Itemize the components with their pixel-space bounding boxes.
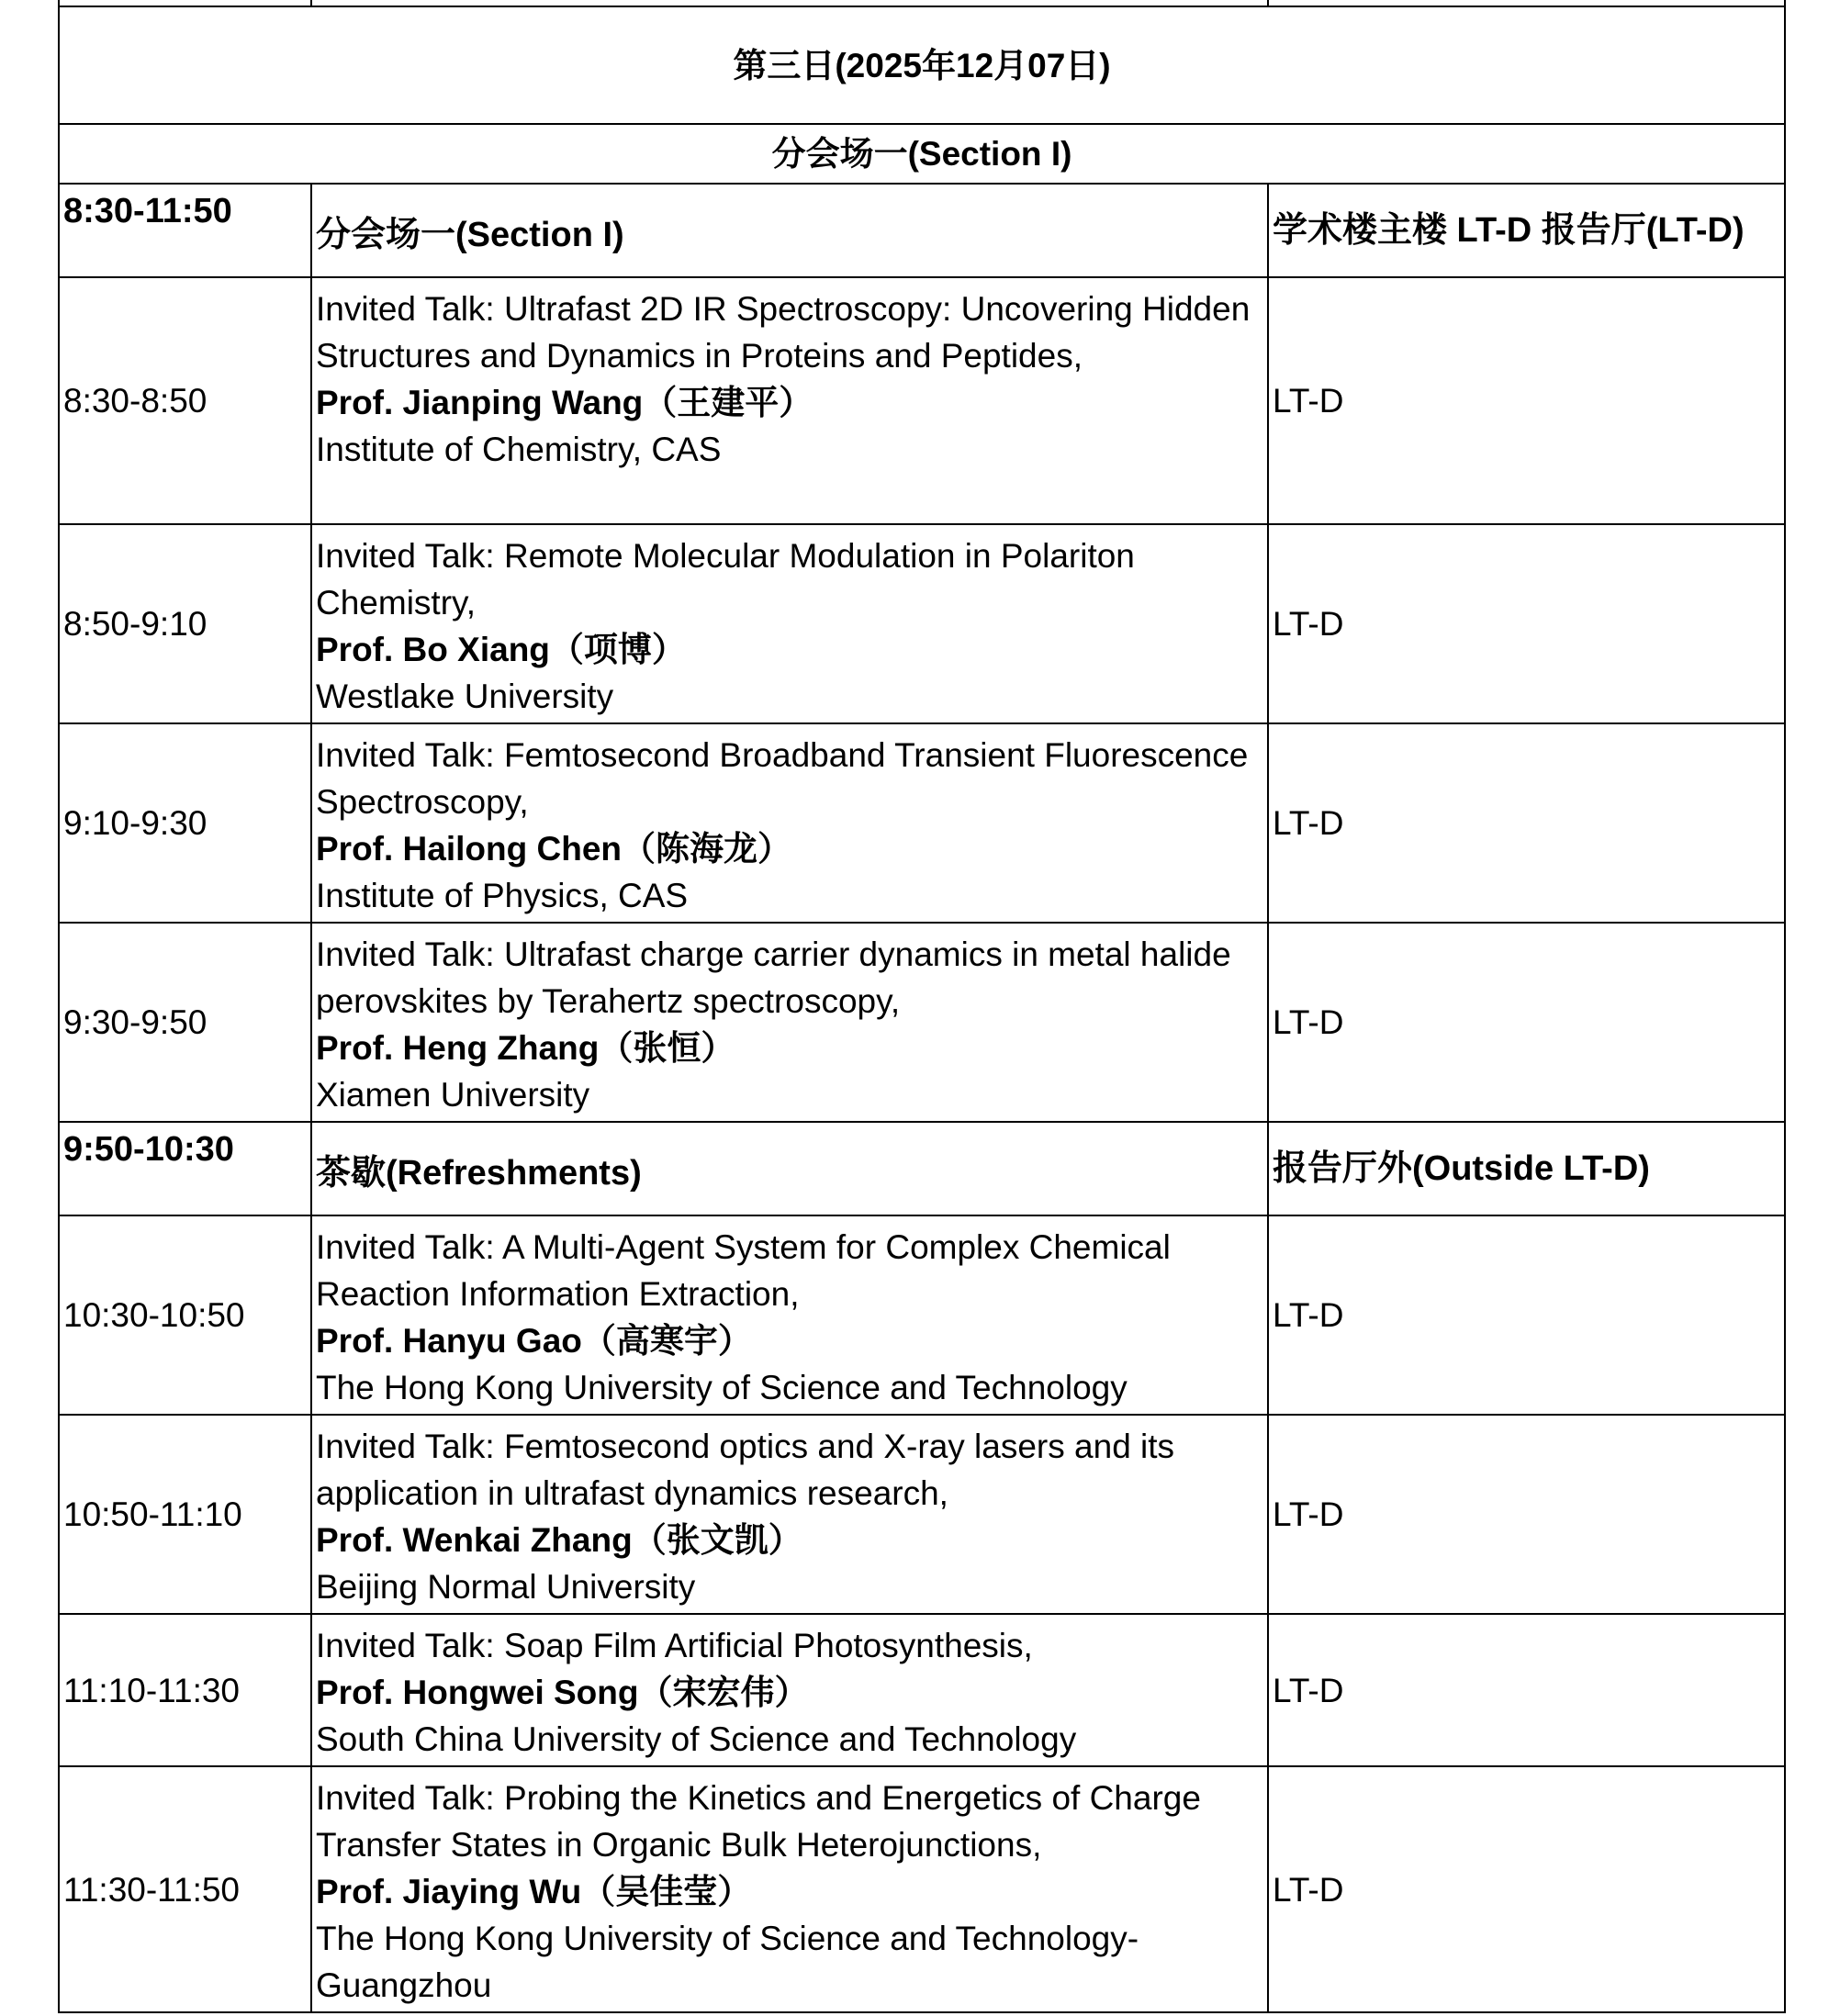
talk-title: Invited Talk: A Multi-Agent System for Complex Chemical Reaction Information Extraction, xyxy=(316,1228,1171,1313)
talk-speaker: Prof. Heng Zhang（张恒） xyxy=(316,1029,735,1067)
talk-room: LT-D xyxy=(1268,277,1785,524)
talk-affiliation: Westlake University xyxy=(316,678,614,715)
talk-room: LT-D xyxy=(1268,1415,1785,1614)
talk-title: Invited Talk: Femtosecond optics and X-ray lasers and its application in ultrafast dynamics research, xyxy=(316,1428,1175,1512)
talk-speaker: Prof. Wenkai Zhang（张文凯） xyxy=(316,1521,802,1559)
talk-time: 9:30-9:50 xyxy=(59,923,311,1122)
talk-time: 10:50-11:10 xyxy=(59,1415,311,1614)
talk-time: 9:10-9:30 xyxy=(59,723,311,923)
talk-speaker: Prof. Hanyu Gao（高寒宇） xyxy=(316,1322,752,1360)
section-header: 分会场一(Section I) xyxy=(59,124,1785,184)
section-header-row xyxy=(59,124,1785,184)
talk-row xyxy=(59,723,1785,923)
talk-room: LT-D xyxy=(1268,524,1785,723)
talk-info xyxy=(311,1614,1268,1766)
talk-speaker: Prof. Bo Xiang（项博） xyxy=(316,631,686,668)
talk-room: LT-D xyxy=(1268,1766,1785,2012)
talk-speaker: Prof. Hongwei Song（宋宏伟） xyxy=(316,1674,809,1711)
talk-title: Invited Talk: Femtosecond Broadband Transient Fluorescence Spectroscopy, xyxy=(316,736,1249,821)
talk-info xyxy=(311,277,1268,524)
talk-time: 8:30-8:50 xyxy=(59,277,311,524)
talk-row xyxy=(59,277,1785,524)
talk-info xyxy=(311,1766,1268,2012)
talk-title: Invited Talk: Ultrafast 2D IR Spectroscopy: Uncovering Hidden Structures and Dynamics in Proteins and Peptides, xyxy=(316,290,1251,375)
talk-row xyxy=(59,1614,1785,1766)
talk-info xyxy=(311,723,1268,923)
talk-title: Invited Talk: Remote Molecular Modulation in Polariton Chemistry, xyxy=(316,537,1135,622)
talk-info xyxy=(311,524,1268,723)
talk-row xyxy=(59,923,1785,1122)
talk-row xyxy=(59,1766,1785,2012)
table-row-previous-tail xyxy=(59,0,1785,6)
talk-affiliation: Xiamen University xyxy=(316,1076,590,1114)
talk-info xyxy=(311,1415,1268,1614)
session-venue: 学术楼主楼 LT-D 报告厅(LT-D) xyxy=(1268,184,1785,277)
talk-affiliation: Institute of Chemistry, CAS xyxy=(316,431,722,468)
talk-info xyxy=(311,1215,1268,1415)
talk-title: Invited Talk: Probing the Kinetics and Energetics of Charge Transfer States in Organic Bulk Heterojunctions, xyxy=(316,1779,1201,1864)
talk-time: 11:30-11:50 xyxy=(59,1766,311,2012)
talk-affiliation: Institute of Physics, CAS xyxy=(316,877,689,914)
session-name: 分会场一(Section I) xyxy=(311,184,1268,277)
talk-info xyxy=(311,923,1268,1122)
talk-room: LT-D xyxy=(1268,1614,1785,1766)
talk-row xyxy=(59,524,1785,723)
break-name: 茶歇(Refreshments) xyxy=(311,1122,1268,1215)
session-row xyxy=(59,184,1785,277)
schedule-table xyxy=(58,0,1786,2013)
talk-time: 11:10-11:30 xyxy=(59,1614,311,1766)
talk-speaker: Prof. Jianping Wang（王建平） xyxy=(316,384,813,421)
break-time: 9:50-10:30 xyxy=(59,1122,311,1215)
talk-affiliation: The Hong Kong University of Science and Technology xyxy=(316,1369,1128,1406)
talk-speaker: Prof. Jiaying Wu（吴佳莹） xyxy=(316,1873,752,1910)
talk-row xyxy=(59,1215,1785,1415)
talk-time: 8:50-9:10 xyxy=(59,524,311,723)
talk-room: LT-D xyxy=(1268,923,1785,1122)
talk-affiliation: The Hong Kong University of Science and Technology-Guangzhou xyxy=(316,1920,1139,2004)
talk-speaker: Prof. Hailong Chen（陈海龙） xyxy=(316,830,791,868)
talk-room: LT-D xyxy=(1268,1215,1785,1415)
day-header: 第三日(2025年12月07日) xyxy=(59,6,1785,124)
break-row xyxy=(59,1122,1785,1215)
session-time: 8:30-11:50 xyxy=(59,184,311,277)
talk-time: 10:30-10:50 xyxy=(59,1215,311,1415)
talk-room: LT-D xyxy=(1268,723,1785,923)
talk-affiliation: South China University of Science and Technology xyxy=(316,1720,1077,1758)
day-header-row xyxy=(59,6,1785,124)
talk-affiliation: Beijing Normal University xyxy=(316,1568,696,1606)
talk-title: Invited Talk: Ultrafast charge carrier dynamics in metal halide perovskites by Terahertz spectroscopy, xyxy=(316,935,1231,1020)
break-venue: 报告厅外(Outside LT-D) xyxy=(1268,1122,1785,1215)
talk-title: Invited Talk: Soap Film Artificial Photosynthesis, xyxy=(316,1627,1033,1664)
talk-row xyxy=(59,1415,1785,1614)
